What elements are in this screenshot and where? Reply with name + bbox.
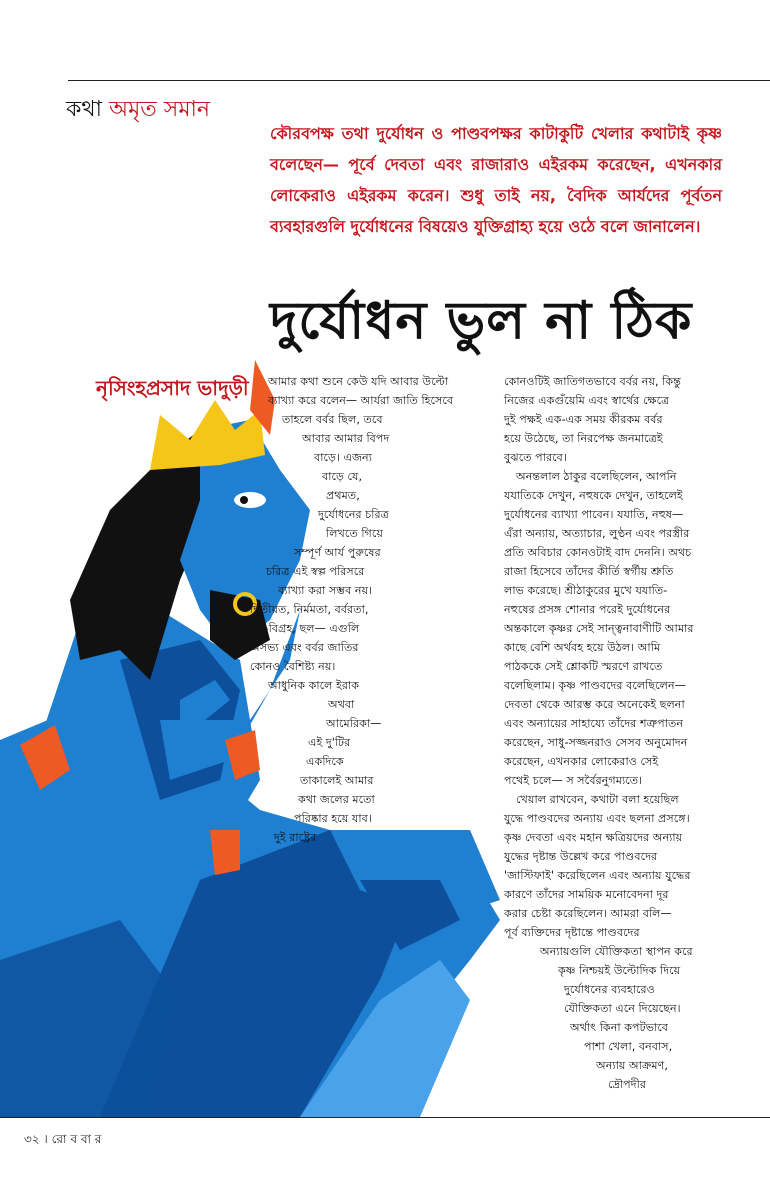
section-word-2: অমৃত সমান <box>109 97 211 122</box>
article-line: প্রথমত, <box>326 489 360 502</box>
article-line: পূর্ব ব্যক্তিদের দৃষ্টান্তে পাণ্ডবদের <box>504 926 640 939</box>
article-line: দুর্যোধনের চরিত্র <box>318 508 389 521</box>
article-line: পাঠককে সেই শ্লোকটি স্মরণে রাখতে <box>504 660 663 673</box>
section-word-1: কথা <box>66 97 103 122</box>
article-line: অন্যায় আক্রমণ, <box>596 1059 668 1072</box>
article-column-1 <box>250 372 475 847</box>
article-column-2 <box>504 372 736 1094</box>
article-line: কোনওটিই জাতিগতভাবে বর্বর নয়, কিন্তু <box>504 375 681 388</box>
article-line: অনন্তলাল ঠাকুর বলেছিলেন, আপনি <box>516 470 677 483</box>
page-footer <box>24 1131 101 1151</box>
article-line: বাড়ে যে, <box>322 470 363 483</box>
article-line: ব্যাখ্যা করে বলেন— আর্যরা জাতি হিসেবে <box>268 394 454 407</box>
article-line: আমেরিকা— <box>326 717 382 730</box>
article-line: কথা জলের মতো <box>298 793 375 806</box>
article-line: যৌক্তিকতা এনে দিয়েছেন। <box>564 1002 681 1015</box>
article-line: বাড়ে। এজন্য <box>314 451 372 464</box>
article-line: অন্তকালে কৃষ্ণর সেই সান্ত্বনাবাণীটি আমার <box>504 622 694 635</box>
article-line: নিজের একগুঁয়েমি এবং স্বার্থের ক্ষেত্রে <box>504 394 670 407</box>
article-line: 'জাস্টিফাই' করেছিলেন এবং অন্যায় যুদ্ধের <box>504 869 691 882</box>
article-line: তাকালেই আমার <box>300 774 374 787</box>
article-line: অর্থাৎ কিনা কপটভাবে <box>570 1021 669 1034</box>
article-line: দুই রাষ্ট্রের <box>274 831 317 844</box>
article-line: সম্পূর্ণ আর্য পুরুষের <box>294 546 381 559</box>
article-line: কাছে বেশি অর্থবহ হয়ে উঠল। আমি <box>504 641 661 654</box>
article-line: চরিত্র এই স্বল্প পরিসরে <box>266 565 365 578</box>
article-line: দুর্যোধনের ব্যাখ্যা পাবেন। যযাতি, নহুষ— <box>504 508 684 521</box>
article-line: রাজা হিসেবে তাঁদের কীর্তি স্বর্গীয় শ্রুতি <box>504 565 674 578</box>
article-line: কারণে তাঁদের সাময়িক মনোবেদনা দূর <box>504 888 669 901</box>
article-line: নহুষের প্রসঙ্গ শোনার পরেই দুর্যোধনের <box>504 603 671 616</box>
article-line: কোনও বৈশিষ্ট্য নয়। <box>250 660 336 673</box>
article-line: যুদ্ধের দৃষ্টান্ত উল্লেখ করে পাণ্ডবদের <box>504 850 658 863</box>
article-line: লিখতে গিয়ে <box>326 527 383 540</box>
article-line: পথেই চলে— স সর্বৈরনুগম্যতে। <box>504 774 643 787</box>
magazine-name: রো ব বা র <box>51 1132 102 1146</box>
article-line: যযাতিকে দেখুন, নহুষকে দেখুন, তাহলেই <box>504 489 683 502</box>
article-line: হয়ে উঠেছে, তা নিরপেক্ষ জনমাত্রেই <box>504 432 663 445</box>
article-line: কৃষ্ণ নিশ্চয়ই উল্টোদিক দিয়ে <box>558 964 681 977</box>
article-line: বুঝতে পারবে। <box>504 451 567 464</box>
top-rule <box>68 80 770 81</box>
intro-paragraph: কৌরবপক্ষ তথা দুর্যোধন ও পাণ্ডবপক্ষর কাটাকুটি খেলার কথাটাই কৃষ্ণ বলেছেন— পূর্বে দেবতা এবং রাজারাও এইরকম করেছেন, এখনকার লোকেরাও এইরকম করেন। শুধু তাই নয়, বৈদিক আর্যদের পূর্বতন ব্যবহারগুলি দুর্যোধনের বিষয়েও যুক্তিগ্রাহ্য হয়ে ওঠে বলে জানালেন। <box>270 124 722 236</box>
article-line: আবার আমার বিপদ <box>302 432 390 445</box>
article-line: বলেছিলাম। কৃষ্ণ পাণ্ডবদের বলেছিলেন— <box>504 679 686 692</box>
article-line: আধুনিক কালে ইরাক <box>268 679 360 692</box>
article-line: অথবা <box>328 698 355 711</box>
article-line: এবং অন্যায়ের সাহায্যে তাঁদের শত্রুপাতন <box>504 717 684 730</box>
article-line: প্রতি অবিচার কোনওটাই বাদ দেননি। অথচ <box>504 546 692 559</box>
figure-wrist-band <box>210 830 240 875</box>
article-line: এই দু'টির <box>308 736 351 749</box>
footer-separator: । <box>43 1132 48 1146</box>
article-line: তাহলে বর্বর ছিল, তবে <box>282 413 383 426</box>
article-line: দুর্যোধনের ব্যবহারেও <box>564 983 655 996</box>
article-line: করেছেন, সাধু-সজ্জনরাও সেসব অনুমোদন <box>504 736 688 749</box>
article-line: পরিষ্কার হয়ে যাব। <box>294 812 372 825</box>
bottom-rule <box>0 1117 770 1118</box>
article-line: আমার কথা শুনে কেউ যদি আবার উল্টো <box>268 375 449 388</box>
article-line: লাভ করেছে। শ্রীঠাকুরের মুখে যযাতি- <box>504 584 668 597</box>
article-line: পাশা খেলা, বনবাস, <box>584 1040 673 1053</box>
article-line: দ্রৌপদীর <box>608 1078 646 1091</box>
author-name: নৃসিংহপ্রসাদ ভাদুড়ী <box>96 376 249 400</box>
page-number: ৩২ <box>24 1132 40 1146</box>
article-line: যুদ্ধে পাণ্ডবদের অন্যায় এবং ছলনা প্রসঙ্গে। <box>504 812 690 825</box>
article-line: যুদ্ধ-বিগ্রহ, ছল— এগুলি <box>250 622 360 635</box>
article-line: অন্যায়গুলি যৌক্তিকতা স্থাপন করে <box>540 945 693 958</box>
article-line: দেবতা থেকে আরম্ভ করে অনেকেই ছলনা <box>504 698 685 711</box>
article-line: করেছেন, এখনকার লোকেরাও সেই <box>504 755 659 768</box>
article-line: দ্বিতীয়ত, নির্মমতা, বর্বরতা, <box>250 603 369 616</box>
article-line: অসভ্য এবং বর্বর জাতির <box>250 641 359 654</box>
article-line: কৃষ্ণ দেবতা এবং মহান ক্ষত্রিয়দের অন্যায় <box>504 831 683 844</box>
article-line: এঁরা অন্যায়, অত্যাচার, লুণ্ঠন এবং পরস্ত্রীর <box>504 527 690 540</box>
article-line: করার চেষ্টা করেছিলেন। আমরা বলি— <box>504 907 672 920</box>
article-title: দুর্যোধন ভুল না ঠিক <box>270 291 693 351</box>
figure-pupil <box>240 496 248 504</box>
section-heading <box>66 92 210 129</box>
article-line: খেয়াল রাখবেন, কথাটা বলা হয়েছিল <box>516 793 679 806</box>
article-line: একদিকে <box>306 755 344 768</box>
article-line: দুই পক্ষই এক-এক সময় কীরকম বর্বর <box>504 413 663 426</box>
article-line: ব্যাখ্যা করা সম্ভব নয়। <box>278 584 373 597</box>
